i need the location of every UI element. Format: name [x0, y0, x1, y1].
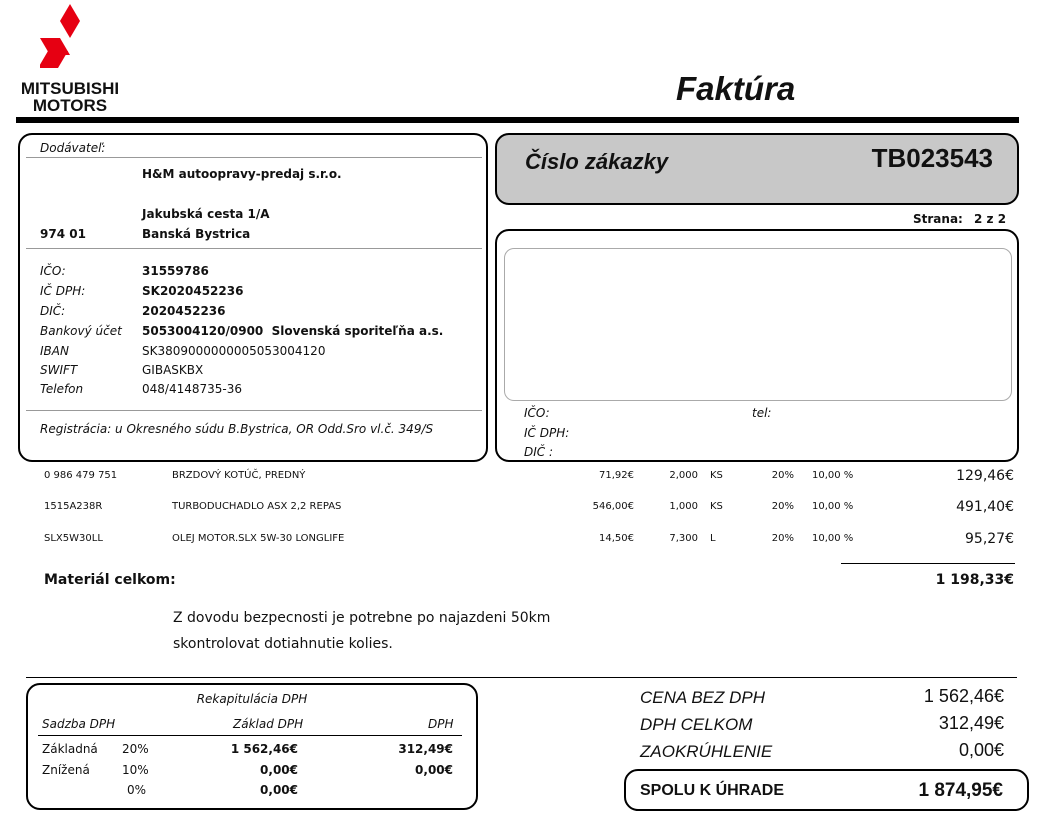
customer-tel-label: tel: — [752, 406, 772, 420]
item-discount: 10,00 % — [812, 533, 854, 544]
item-total: 129,46€ — [956, 468, 1014, 484]
divider — [26, 410, 482, 411]
recap-row-base: 0,00€ — [260, 763, 298, 777]
recap-row-name: Znížená — [42, 763, 90, 777]
order-box — [495, 133, 1019, 205]
customer-ico-label: IČO: — [524, 406, 550, 420]
grand-total-label: SPOLU K ÚHRADE — [640, 782, 785, 799]
customer-box — [495, 229, 1019, 462]
recap-row-pct: 20% — [122, 742, 149, 756]
field-label: Telefon — [40, 382, 84, 396]
order-number: TB023543 — [871, 143, 993, 173]
supplier-box — [18, 133, 488, 462]
field-label: IČO: — [40, 264, 66, 278]
item-vat: 20% — [771, 501, 794, 512]
item-total: 95,27€ — [965, 531, 1014, 547]
recap-rule — [38, 735, 462, 736]
item-unit: L — [710, 533, 716, 544]
header-rule — [16, 117, 1019, 123]
field-label: IČ DPH: — [40, 284, 86, 298]
recap-row-base: 0,00€ — [260, 783, 298, 797]
table-row — [0, 531, 1037, 553]
material-value: 1 198,33€ — [935, 572, 1014, 588]
customer-address-field — [504, 248, 1012, 401]
field-label: Bankový účet — [40, 324, 122, 338]
field-value: SK3809000000005053004120 — [142, 344, 326, 358]
field-value: 31559786 — [142, 264, 209, 278]
grand-total-value: 1 874,95€ — [918, 780, 1003, 801]
item-desc: OLEJ MOTOR.SLX 5W-30 LONGLIFE — [172, 533, 345, 544]
item-code: SLX5W30LL — [44, 533, 103, 544]
divider — [26, 157, 482, 158]
supplier-heading: Dodávateľ: — [40, 141, 106, 155]
recap-row-base: 1 562,46€ — [230, 742, 298, 756]
header-vat: DPH — [428, 717, 454, 731]
recap-row-vat: 0,00€ — [415, 763, 453, 777]
table-row — [0, 499, 1037, 521]
customer-icdph-label: IČ DPH: — [524, 426, 570, 440]
item-vat: 20% — [771, 470, 794, 481]
rounding-label: ZAOKRÚHLENIE — [640, 742, 773, 761]
material-label: Materiál celkom: — [44, 572, 176, 588]
item-code: 1515A238R — [44, 501, 103, 512]
supplier-street: Jakubská cesta 1/A — [142, 207, 270, 221]
supplier-city: Banská Bystrica — [142, 227, 251, 241]
header-base: Základ DPH — [233, 717, 304, 731]
field-value: SK2020452236 — [142, 284, 244, 298]
item-unit: KS — [710, 501, 723, 512]
field-value: 5053004120/0900 Slovenská sporiteľňa a.s. — [142, 324, 444, 338]
supplier-zip: 974 01 — [40, 227, 86, 241]
rounding-value: 0,00€ — [958, 740, 1004, 760]
brand-logo — [18, 4, 122, 115]
item-code: 0 986 479 751 — [44, 470, 118, 481]
item-price: 71,92€ — [599, 470, 634, 481]
vat-total-value: 312,49€ — [938, 713, 1004, 733]
without-vat-label: CENA BEZ DPH — [640, 688, 766, 707]
item-qty: 1,000 — [669, 501, 698, 512]
field-label: DIČ: — [40, 304, 66, 318]
item-total: 491,40€ — [956, 499, 1014, 515]
order-label: Číslo zákazky — [525, 149, 669, 174]
field-label: SWIFT — [40, 363, 78, 377]
vat-recap-title: Rekapitulácia DPH — [196, 692, 308, 706]
customer-dic-label: DIČ : — [524, 445, 554, 459]
note-line-2: skontrolovat dotiahnutie kolies. — [173, 636, 393, 652]
item-qty: 7,300 — [669, 533, 698, 544]
item-vat: 20% — [771, 533, 794, 544]
field-value: 048/4148735-36 — [142, 382, 242, 396]
item-price: 546,00€ — [592, 501, 634, 512]
item-desc: BRZDOVÝ KOTÚČ, PREDNÝ — [172, 470, 306, 481]
item-desc: TURBODUCHADLO ASX 2,2 REPAS — [172, 501, 342, 512]
item-discount: 10,00 % — [812, 470, 854, 481]
grand-total-box — [624, 769, 1029, 811]
field-value: 2020452236 — [142, 304, 226, 318]
item-unit: KS — [710, 470, 723, 481]
vat-total-label: DPH CELKOM — [640, 715, 753, 734]
recap-row-pct: 0% — [126, 783, 146, 797]
document-title: Faktúra — [676, 70, 796, 107]
recap-row-name: Základná — [42, 742, 98, 756]
brand-line1: MITSUBISHI — [20, 79, 120, 98]
header-rate: Sadzba DPH — [42, 717, 116, 731]
divider — [26, 248, 482, 249]
note-line-1: Z dovodu bezpecnosti je potrebne po najazdeni 50km — [173, 610, 551, 626]
brand-line2: MOTORS — [32, 96, 108, 115]
without-vat-value: 1 562,46€ — [923, 686, 1004, 706]
items-table — [0, 468, 1037, 558]
three-diamonds-icon — [40, 4, 100, 68]
field-value: GIBASKBX — [142, 363, 204, 377]
item-price: 14,50€ — [599, 533, 634, 544]
item-qty: 2,000 — [669, 470, 698, 481]
table-row — [0, 468, 1037, 490]
recap-row-pct: 10% — [122, 763, 149, 777]
recap-row-vat: 312,49€ — [398, 742, 453, 756]
supplier-name: H&M autoopravy-predaj s.r.o. — [142, 167, 342, 181]
footer-rule — [26, 677, 1017, 678]
page-label: Strana: — [913, 212, 963, 226]
item-discount: 10,00 % — [812, 501, 854, 512]
page-value: 2 z 2 — [974, 212, 1007, 226]
field-label: IBAN — [40, 344, 69, 358]
registration-text: Registrácia: u Okresného súdu B.Bystrica, OR Odd.Sro vl.č. 349/S — [40, 422, 434, 436]
vat-recap-box — [26, 683, 478, 810]
subtotal-rule — [841, 563, 1015, 564]
